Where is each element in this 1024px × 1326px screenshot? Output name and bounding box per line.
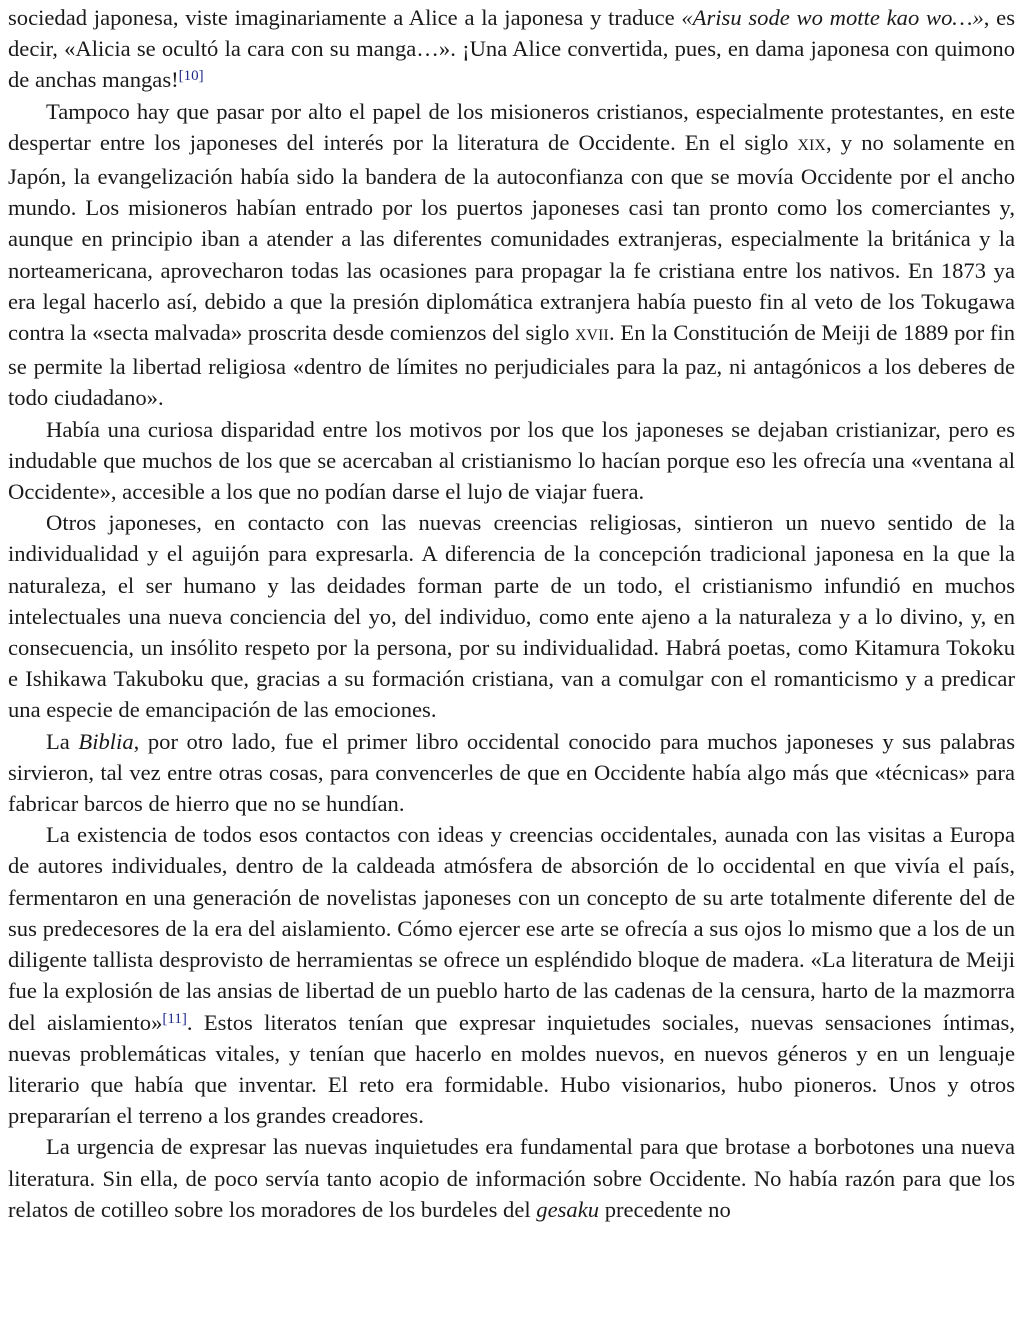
paragraph-1 (8, 2, 1015, 96)
paragraph-4: Otros japoneses, en contacto con las nuevas creencias religiosas, sintieron un nuevo sentido de la individualidad y el aguijón para expresarla. A diferencia de la concepción tradicional japonesa en la que la naturaleza, el ser humano y las deidades forman parte de un todo, el cristianismo infundió en muchos intelectuales una nueva conciencia del yo, del individuo, como ente ajeno a la naturaleza y a lo divino, y, en consecuencia, un insólito respeto por la persona, por su individualidad. Habrá poetas, como Kitamura Tokoku e Ishikawa Takuboku que, gracias a su formación cristiana, van a comulgar con el romanticismo y a predicar una especie de emancipación de las emociones. (8, 510, 1015, 723)
paragraph-7-italic-gesaku: gesaku (536, 1196, 600, 1222)
paragraph-2-text-a: Tampoco hay que pasar por alto el papel de los misioneros cristianos, especialmente protestantes, en este despertar entre los japoneses del interés por la literatura de Occidente. En el siglo (8, 98, 1015, 155)
paragraph-7-text-b: precedente no (599, 1196, 731, 1222)
paragraph-7-text-a: La urgencia de expresar las nuevas inquietudes era fundamental para que brotase a borbotones una nueva literatura. Sin ella, de poco servía tanto acopio de información sobre Occidente. No había razón para que los relatos de cotilleo sobre los moradores de los burdeles del (8, 1134, 1015, 1222)
paragraph-1-italic-quote: «Arisu sode wo motte kao wo…» (681, 5, 984, 30)
paragraph-6-text-b: . Estos literatos tenían que expresar inquietudes sociales, nuevas sensaciones íntimas, nuevas problemáticas vitales, y tenían que hacerlo en moldes nuevos, en nuevos géneros y en un lenguaje literario que había que inventar. El reto era formidable. Hubo visionarios, hubo pioneros. Unos y otros prepararían el terreno a los grandes creadores. (8, 1009, 1015, 1129)
paragraph-5-text-b: , por otro lado, fue el primer libro occidental conocido para muchos japoneses y sus palabras sirvieron, tal vez entre otras cosas, para convencerles de que en Occidente había algo más que «técnicas» para fabricar barcos de hierro que no se hundían. (8, 728, 1016, 817)
paragraph-6 (8, 819, 1015, 1131)
paragraph-1-text-b: , es decir, «Alicia se ocultó la cara con su manga…». ¡Una Alice convertida, pues, en dama japonesa con quimono de anchas mangas! (8, 5, 1015, 93)
paragraph-5-italic-biblia: Biblia (78, 728, 134, 754)
paragraph-7 (8, 1131, 1015, 1225)
paragraph-3: Había una curiosa disparidad entre los motivos por los que los japoneses se dejaban cristianizar, pero es indudable que muchos de los que se acercaban al cristianismo lo hacían porque eso les ofrecía una «ventana al Occidente», accesible a los que no podían darse el lujo de viajar fuera. (8, 416, 1015, 505)
paragraph-2-text-c: . En la Constitución de Meiji de 1889 por fin se permite la libertad religiosa «dentro de límites no perjudiciales para la paz, ni antagónicos a los deberes de todo ciudadano». (8, 320, 1015, 411)
paragraph-5-text-a: La (46, 728, 79, 754)
paragraph-5 (8, 726, 1015, 820)
paragraph-6-text-a: La existencia de todos esos contactos con ideas y creencias occidentales, aunada con las visitas a Europa de autores individuales, dentro de la caldeada atmósfera de absorción de lo occidental en que vivía el país, fermentaron en una generación de novelistas japoneses con un concepto de su arte totalmente diferente del de sus predecesores de la era del aislamiento. Cómo ejercer ese arte se ofrecía a sus ojos lo mismo que a los de un diligente tallista desprovisto de herramientas se ofrece un espléndido bloque de madera. «La literatura de Meiji fue la explosión de las ansias de libertad de un pueblo harto de las cadenas de la censura, harto de la mazmorra del aislamiento» (8, 822, 1015, 1035)
paragraph-1-text-a: sociedad japonesa, viste imaginariamente a Alice a la japonesa y traduce (8, 5, 682, 30)
footnote-ref-11[interactable]: [11] (162, 1010, 187, 1027)
paragraph-2-text-b: , y no solamente en Japón, la evangelización había sido la bandera de la autoconfianza con que se movía Occidente por el ancho mundo. Los misioneros habían entrado por los puertos japoneses casi tan pronto como los comerciantes y, aunque en principio iban a atender a las diferentes comunidades extranjeras, especialmente la británica y la norteamericana, aprovecharon todas las ocasiones para propagar la fe cristiana entre los nativos. En 1873 ya era legal hacerlo así, debido a que la presión diplomática extranjera había puesto fin al veto de los Tokugawa contra la «secta malvada» proscrita desde comienzos del siglo (8, 129, 1015, 346)
footnote-ref-10[interactable]: [10] (178, 68, 204, 85)
document-page (8, 2, 1015, 1225)
century-xvii: XVII (575, 327, 610, 345)
century-xix: XIX (797, 136, 827, 154)
paragraph-2 (8, 96, 1015, 414)
